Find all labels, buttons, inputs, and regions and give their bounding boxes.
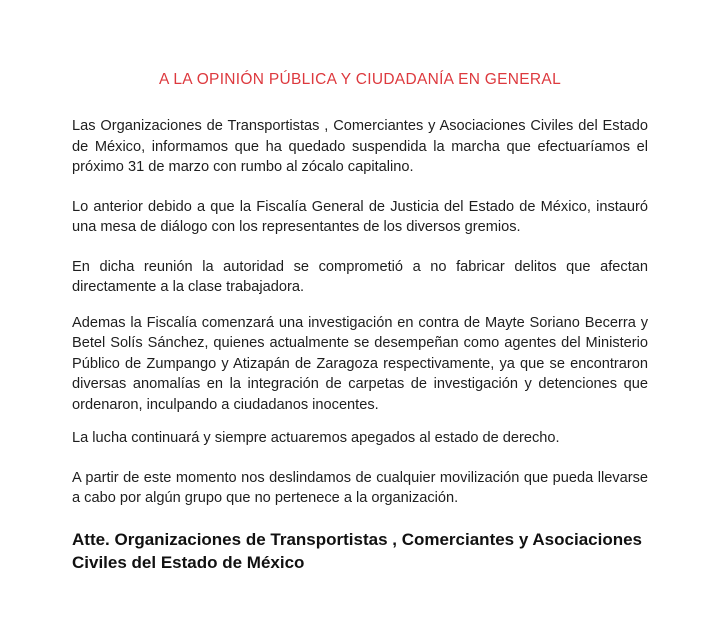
paragraph-disclaimer: A partir de este momento nos deslindamos de cualquier movilización que pueda llevarse a cabo por algún grupo que no pertenece a la organización.: [72, 469, 648, 506]
paragraph-struggle-continues: La lucha continuará y siempre actuaremos apegados al estado de derecho.: [72, 430, 560, 446]
document-title: A LA OPINIÓN PÚBLICA Y CIUDADANÍA EN GENERAL: [159, 71, 561, 88]
paragraph-investigation: Ademas la Fiscalía comenzará una investigación en contra de Mayte Soriano Becerra y Betel Solís Sánchez, quienes actualmente se desempeñan como agentes del Ministerio Público de Zumpango y Atizapán de Zaragoza respectivamente, ya que se encontraron diversas anomalías en la integración de carpetas de investigación y detenciones que ordenaron, inculpando a ciudadanos inocentes.: [72, 314, 648, 413]
document-body: [72, 116, 648, 509]
paragraph-suspension-announcement: Las Organizaciones de Transportistas , Comerciantes y Asociaciones Civiles del Estado de México, informamos que ha quedado suspendida la marcha que efectuaríamos el próximo 31 de marzo con rumbo al zócalo capitalino.: [72, 118, 648, 175]
paragraph-authority-commitment: En dicha reunión la autoridad se comprometió a no fabricar delitos que afectan directamente a la clase trabajadora.: [72, 258, 648, 295]
paragraph-fiscalia-dialogue: Lo anterior debido a que la Fiscalía General de Justicia del Estado de México, instauró una mesa de diálogo con los representantes de los diversos gremios.: [72, 198, 648, 235]
signature: Atte. Organizaciones de Transportistas , Comerciantes y Asociaciones Civiles del Estado de México: [72, 529, 643, 572]
